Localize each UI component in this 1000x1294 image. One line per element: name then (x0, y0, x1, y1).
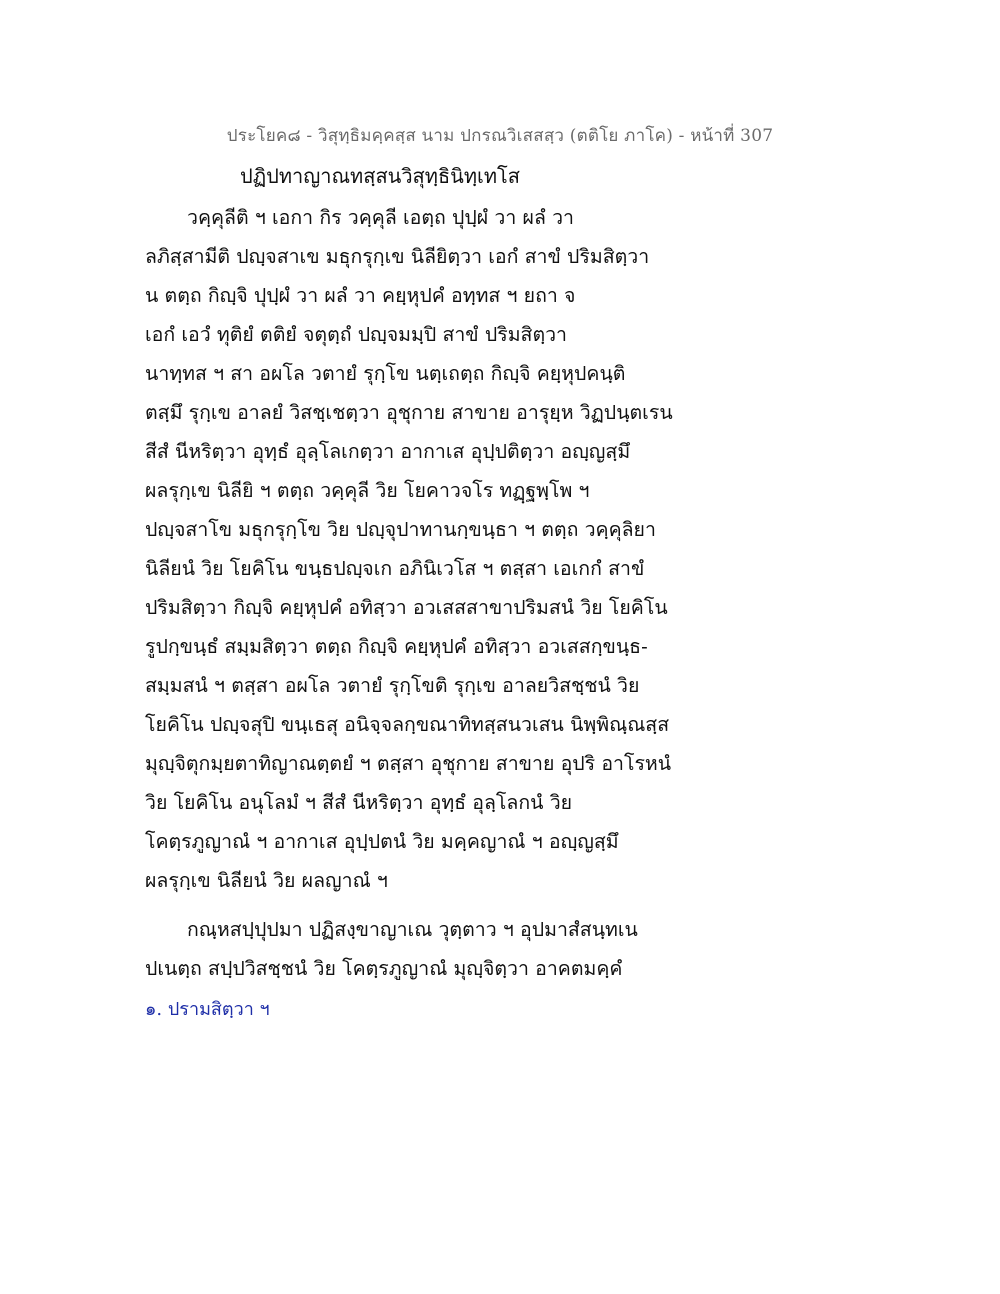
text-line: วิย โยคิโน อนุโลมํ ฯ สีสํ นีหริตฺวา อุทฺธํ อุลฺโลกนํ วิย (145, 791, 573, 814)
text-line: โคตฺรภูญาณํ ฯ อากาเส อุปฺปตนํ วิย มคฺคญาณํ ฯ อญฺญสฺมึ (145, 830, 619, 853)
text-line: มุญฺจิตุกมฺยตาทิญาณตฺตยํ ฯ ตสฺสา อุชุกาย สาขาย อุปริ อาโรหนํ (145, 752, 672, 775)
text-line: ปเนตฺถ สปฺปวิสชฺชนํ วิย โคตฺรภูญาณํ มุญฺจิตฺวา อาคตมคฺคํ (145, 957, 623, 980)
text-line: สีสํ นีหริตฺวา อุทฺธํ อุลฺโลเกตฺวา อากาเส อุปฺปติตฺวา อญฺญสฺมึ (145, 440, 631, 463)
text-line: นาทฺทส ฯ สา อผโล วตายํ รุกฺโข นตฺเถตฺถ กิญฺจิ คยฺหุปคนฺติ (145, 362, 626, 385)
text-line: โยคิโน ปญฺจสุปิ ขนฺเธสุ อนิจฺจลกฺขณาทิทสฺสนวเสน นิพฺพิณฺณสฺส (145, 713, 670, 736)
text-line: สมฺมสนํ ฯ ตสฺสา อผโล วตายํ รุกฺโขติ รุกฺเข อาลยวิสชฺชนํ วิย (145, 674, 640, 697)
text-line: เอกํ เอวํ ทุติยํ ตติยํ จตุตฺถํ ปญฺจมมฺปิ สาขํ ปริมสิตฺวา (145, 323, 568, 346)
text-line: วคฺคุลีติ ฯ เอกา กิร วคฺคุลี เอตฺถ ปุปฺผํ วา ผลํ วา (187, 206, 574, 229)
text-line: ปญฺจสาโข มธุกรุกฺโข วิย ปญฺจุปาทานกฺขนฺธา ฯ ตตฺถ วคฺคุลิยา (145, 518, 656, 541)
text-line: น ตตฺถ กิญฺจิ ปุปฺผํ วา ผลํ วา คยฺหุปคํ อทฺทส ฯ ยถา จ (145, 284, 576, 307)
footnote: ๑. ปรามสิตฺวา ฯ (145, 999, 270, 1020)
text-line: นิลียนํ วิย โยคิโน ขนฺธปญฺจเก อภินิเวโส ฯ ตสฺสา เอเกกํ สาขํ (145, 557, 645, 580)
text-line: ผลรุกฺเข นิลียนํ วิย ผลญาณํ ฯ (145, 869, 388, 892)
paragraph-gap (145, 900, 865, 910)
running-header: ประโยค๘ - วิสุทฺธิมคฺคสฺส นาม ปกรณวิเสสสฺว (ตติโย ภาโค) - หน้าที่ 307 (226, 126, 774, 146)
text-line: ลภิสฺสามีติ ปญฺจสาเข มธุกรุกฺเข นิลียิตฺวา เอกํ สาขํ ปริมสิตฺวา (145, 245, 650, 268)
body-text (145, 198, 865, 988)
text-line: ปริมสิตฺวา กิญฺจิ คยฺหุปคํ อทิสฺวา อวเสสสาขาปริมสนํ วิย โยคิโน (145, 596, 668, 619)
text-line: ผลรุกฺเข นิลียิ ฯ ตตฺถ วคฺคุลี วิย โยคาวจโร ทฏฺฐพฺโพ ฯ (145, 479, 590, 502)
section-title: ปฏิปทาญาณทสฺสนวิสุทฺธินิทฺเทโส (240, 164, 520, 188)
text-line: รูปกฺขนฺธํ สมฺมสิตฺวา ตตฺถ กิญฺจิ คยฺหุปคํ อทิสฺวา อวเสสกฺขนฺธ- (145, 635, 648, 658)
text-line: ตสฺมึ รุกฺเข อาลยํ วิสชฺเชตฺวา อุชุกาย สาขาย อารุยฺห วิฏปนฺตเรน (145, 401, 673, 424)
text-line: กณฺหสปฺปุปมา ปฏิสงฺขาญาเณ วุตฺตาว ฯ อุปมาสํสนฺทเน (187, 918, 638, 941)
